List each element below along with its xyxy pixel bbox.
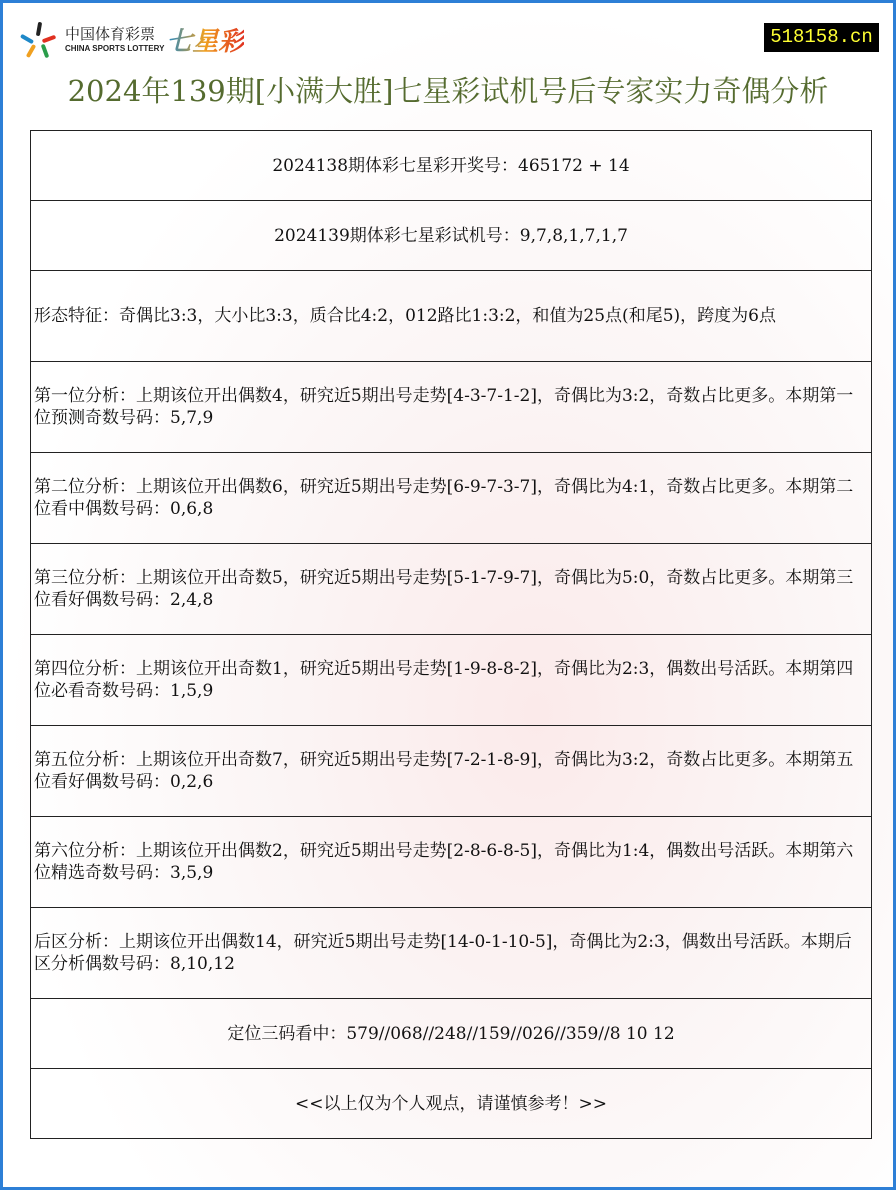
china-sports-lottery-logo [21, 21, 244, 58]
position-2-row: 第二位分析：上期该位开出偶数6，研究近5期出号走势[6-9-7-3-7]，奇偶比为4:1，奇数占比更多。本期第二位看中偶数号码：0,6,8 [31, 453, 872, 544]
last-draw-row: 2024138期体彩七星彩开奖号：465172 + 14 [31, 131, 872, 201]
back-zone-row: 后区分析：上期该位开出偶数14，研究近5期出号走势[14-0-1-10-5]，奇偶比为2:3，偶数出号活跃。本期后区分析偶数号码：8,10,12 [31, 908, 872, 999]
three-code-row: 定位三码看中：579//068//248//159//026//359//8 10 12 [31, 999, 872, 1069]
game-logo: 七星彩 [166, 21, 244, 58]
position-1-row: 第一位分析：上期该位开出偶数4，研究近5期出号走势[4-3-7-1-2]，奇偶比为3:2，奇数占比更多。本期第一位预测奇数号码：5,7,9 [31, 362, 872, 453]
position-3-row: 第三位分析：上期该位开出奇数5，研究近5期出号走势[5-1-7-9-7]，奇偶比为5:0，奇数占比更多。本期第三位看好偶数号码：2,4,8 [31, 544, 872, 635]
pattern-row: 形态特征：奇偶比3:3，大小比3:3，质合比4:2，012路比1:3:2，和值为25点(和尾5)，跨度为6点 [31, 271, 872, 362]
logo-cn: 中国体育彩票 [65, 24, 156, 43]
logo-en: CHINA SPORTS LOTTERY [65, 43, 165, 53]
disclaimer-row: <<以上仅为个人观点，请谨慎参考！>> [31, 1069, 872, 1139]
site-badge[interactable]: 518158.cn [764, 23, 879, 52]
position-4-row: 第四位分析：上期该位开出奇数1，研究近5期出号走势[1-9-8-8-2]，奇偶比为2:3，偶数出号活跃。本期第四位必看奇数号码：1,5,9 [31, 635, 872, 726]
page-title: 2024年139期[小满大胜]七星彩试机号后专家实力奇偶分析 [67, 74, 829, 108]
analysis-table [30, 130, 872, 1139]
position-5-row: 第五位分析：上期该位开出奇数7，研究近5期出号走势[7-2-1-8-9]，奇偶比为3:2，奇数占比更多。本期第五位看好偶数号码：0,2,6 [31, 726, 872, 817]
test-number-row: 2024139期体彩七星彩试机号：9,7,8,1,7,1,7 [31, 201, 872, 271]
position-6-row: 第六位分析：上期该位开出偶数2，研究近5期出号走势[2-8-6-8-5]，奇偶比为1:4，偶数出号活跃。本期第六位精选奇数号码：3,5,9 [31, 817, 872, 908]
lottery-star-icon [21, 22, 57, 58]
